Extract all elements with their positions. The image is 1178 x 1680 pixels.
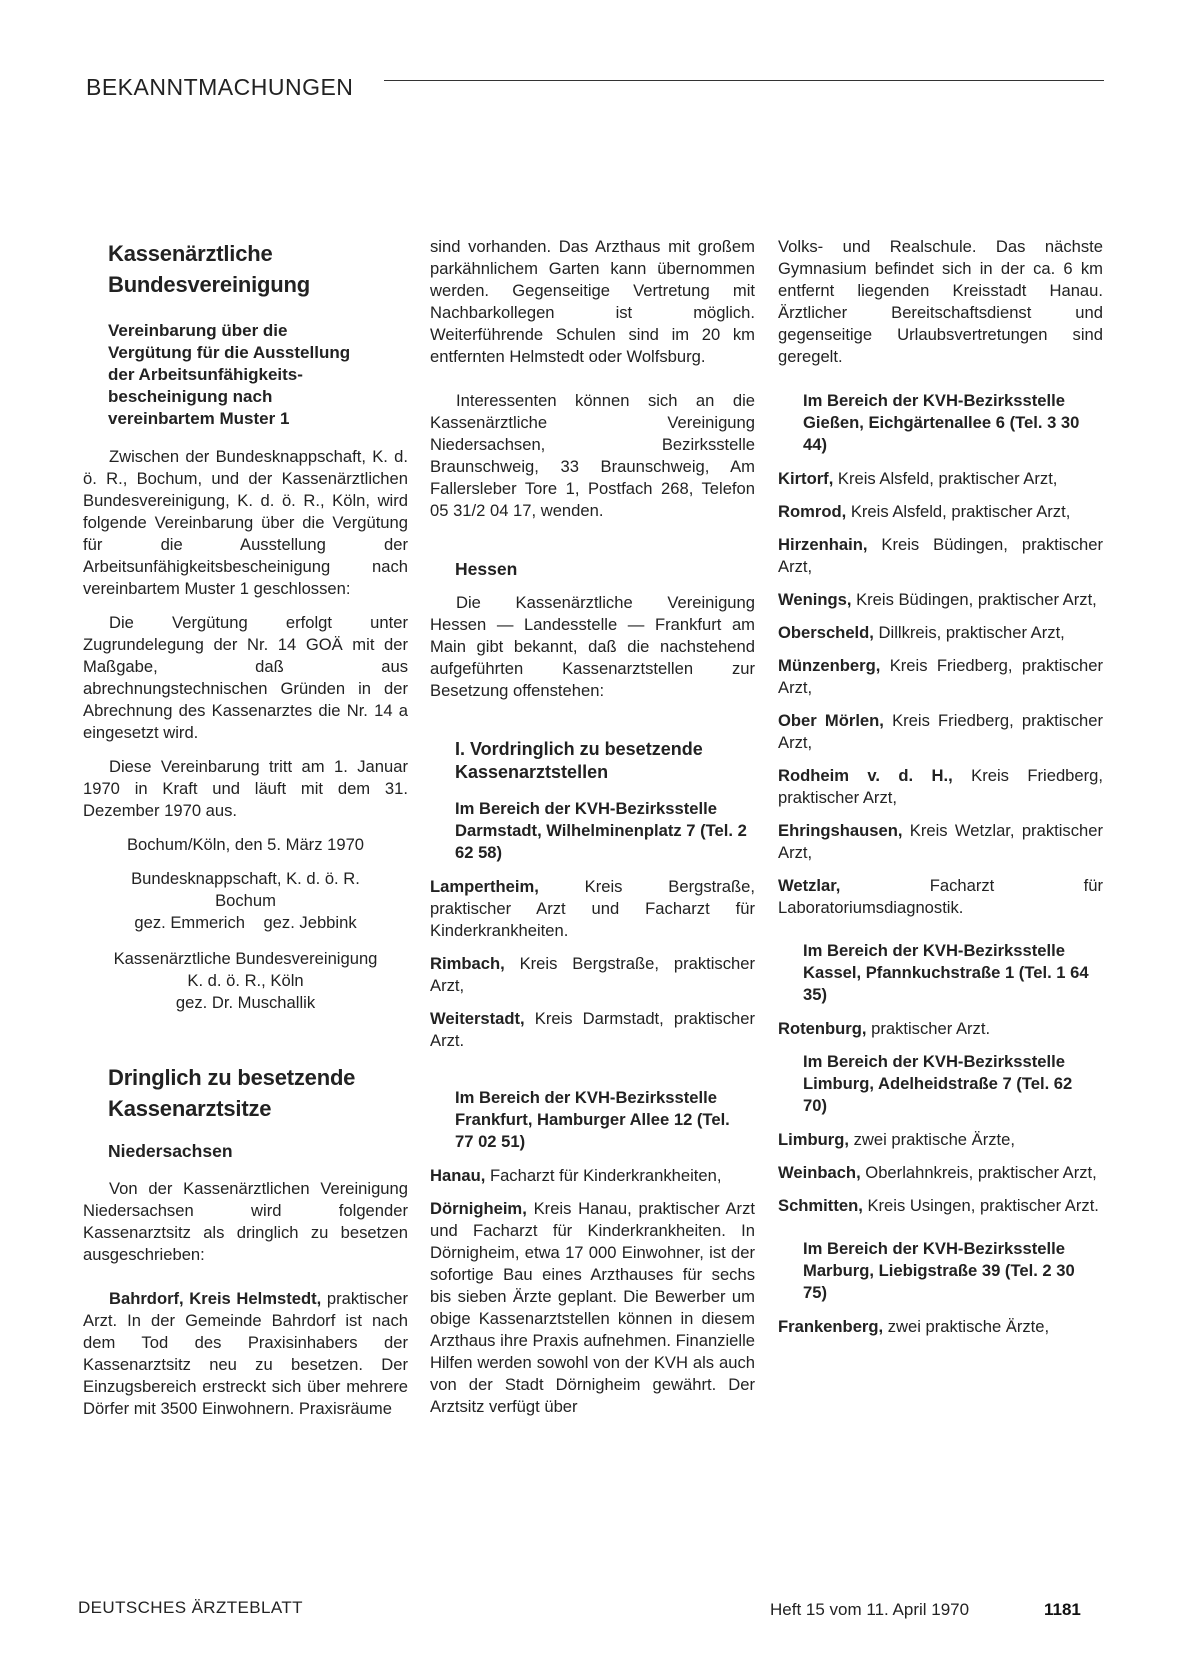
entry-frankenberg-name: Frankenberg, (778, 1317, 884, 1336)
entry-hanau-name: Hanau, (430, 1166, 486, 1185)
niedersachsen-intro: Von der Kassenärztlichen Vereinigung Niedersachsen wird folgender Kassenarztsitz als dringlich zu besetzen ausgeschrieben: (83, 1179, 408, 1264)
page-number: 1181 (1044, 1600, 1081, 1619)
signature-2-line-1: Kassenärztliche Bundesvereinigung (113, 949, 378, 968)
entry-weiterstadt (430, 1008, 755, 1052)
entry-rodheim (778, 765, 1103, 809)
entry-kirtorf-name: Kirtorf, (778, 469, 834, 488)
place-date: Bochum/Köln, den 5. März 1970 (126, 835, 365, 854)
agreement-paragraph-2: Die Vergütung erfolgt unter Zugrundelegung der Nr. 14 GOÄ mit der Maßgabe, daß aus abrechnungstechnischen Gründen in der Abrechnung des Kassenarztes die Nr. 14 a eingesetzt wird. (83, 613, 408, 742)
entry-ehringshausen-text: Kreis Wetzlar, praktischer Arzt, (778, 821, 1103, 862)
entry-lampertheim (430, 876, 755, 942)
entry-limburg (778, 1129, 1103, 1151)
entry-hirzenhain-name: Hirzenhain, (778, 535, 868, 554)
entry-wetzlar-text: Facharzt für Laboratoriumsdiagnostik. (778, 876, 1103, 917)
area-heading-marburg: Im Bereich der KVH-Bezirksstelle Marburg, Liebigstraße 39 (Tel. 2 30 75) (803, 1239, 1075, 1302)
entry-rimbach-text: Kreis Bergstraße, praktischer Arzt, (430, 954, 755, 995)
entry-wetzlar-name: Wetzlar, (778, 876, 841, 895)
entry-rimbach (430, 953, 755, 997)
signature-1-line-3: gez. Emmerich gez. Jebbink (134, 913, 357, 932)
entry-lampertheim-name: Lampertheim, (430, 877, 539, 896)
subtitle-line-3: der Arbeitsunfähigkeits- (108, 365, 303, 384)
agreement-paragraph-1: Zwischen der Bundesknappschaft, K. d. ö. R., Bochum, und der Kassenärztlichen Bundesvereinigung, K. d. ö. R., Köln, wird folgende Vereinbarung über die Vergütung für die Ausstellung der Arbeitsunfähigkeitsbescheinigung nach vereinbartem Muster 1 geschlossen: (83, 447, 408, 598)
entry-muenzenberg-name: Münzenberg, (778, 656, 881, 675)
area-heading-kassel: Im Bereich der KVH-Bezirksstelle Kassel, Pfannkuchstraße 1 (Tel. 1 64 35) (803, 941, 1089, 1004)
entry-rimbach-name: Rimbach, (430, 954, 505, 973)
entry-limburg-name: Limburg, (778, 1130, 849, 1149)
entry-frankenberg (778, 1316, 1103, 1338)
entry-doernigheim-text: Kreis Hanau, praktischer Arzt und Facharzt für Kinderkrankheiten. In Dörnigheim, etwa 17 000 Einwohner, ist der sofortige Bau eines Arzthauses für sechs bis sieben Ärzte geplant. Die Bewerber um obige Kassenarztstellen können in diesem Arzthaus ihre Praxis aufnehmen. Finanzielle Hilfen werden sowohl von der KVH als auch von der Stadt Dörnigheim gewährt. Der Arztsitz verfügt über (430, 1199, 755, 1416)
entry-muenzenberg (778, 655, 1103, 699)
entry-ehringshausen (778, 820, 1103, 864)
entry-wenings-text: Kreis Büdingen, praktischer Arzt, (851, 590, 1097, 609)
niedersachsen-contact: Interessenten können sich an die Kassenärztliche Vereinigung Niedersachsen, Bezirksstelle Braunschweig, 33 Braunschweig, Am Fallersleber Tore 1, Postfach 268, Telefon 05 31/2 04 17, wenden. (430, 391, 755, 520)
issue-info: Heft 15 vom 11. April 1970 (770, 1600, 970, 1619)
entry-rotenburg (778, 1018, 1103, 1040)
entry-schmitten-name: Schmitten, (778, 1196, 863, 1215)
entry-lampertheim-text: Kreis Bergstraße, praktischer Arzt und Facharzt für Kinderkrankheiten. (430, 877, 755, 940)
entry-ober-moerlen-name: Ober Mörlen, (778, 711, 884, 730)
journal-name: DEUTSCHES ÄRZTEBLATT (78, 1598, 303, 1617)
entry-romrod (778, 501, 1103, 523)
signature-2-line-3: gez. Dr. Muschallik (175, 993, 316, 1012)
entry-bahrdorf-name: Bahrdorf, Kreis Helmstedt, (109, 1289, 322, 1308)
area-heading-limburg: Im Bereich der KVH-Bezirksstelle Limburg, Adelheidstraße 7 (Tel. 62 70) (803, 1052, 1073, 1115)
subtitle-line-5: vereinbartem Muster 1 (108, 409, 290, 428)
entry-bahrdorf (83, 1288, 408, 1420)
area-heading-darmstadt: Im Bereich der KVH-Bezirksstelle Darmstadt, Wilhelminenplatz 7 (Tel. 2 62 58) (455, 799, 747, 862)
subtitle-line-4: bescheinigung nach (108, 387, 273, 406)
title-line-4: Kassenarztsitze (108, 1096, 272, 1121)
entry-kirtorf-text: Kreis Alsfeld, praktischer Arzt, (833, 469, 1058, 488)
entry-hirzenhain-text: Kreis Büdingen, praktischer Arzt, (778, 535, 1103, 576)
section-header: BEKANNTMACHUNGEN (86, 74, 354, 100)
entry-ehringshausen-name: Ehringshausen, (778, 821, 903, 840)
entry-doernigheim-name: Dörnigheim, (430, 1199, 527, 1218)
entry-hirzenhain (778, 534, 1103, 578)
doernigheim-continued: Volks- und Realschule. Das nächste Gymnasium befindet sich in der ca. 6 km entfernt liegenden Kreisstadt Hanau. Ärztlicher Bereitschaftsdienst und gegenseitige Urlaubsvertretungen sind geregelt. (778, 237, 1103, 366)
entry-rodheim-name: Rodheim v. d. H., (778, 766, 953, 785)
signature-block-2 (83, 948, 408, 1014)
entry-hanau (430, 1165, 755, 1187)
column-1 (83, 238, 408, 1432)
title-line-1: Kassenärztliche (108, 241, 273, 266)
entry-wenings-name: Wenings, (778, 590, 852, 609)
entry-weinbach (778, 1162, 1103, 1184)
entry-frankenberg-text: zwei praktische Ärzte, (883, 1317, 1050, 1336)
entry-schmitten-text: Kreis Usingen, praktischer Arzt. (862, 1196, 1099, 1215)
entry-ober-moerlen-text: Kreis Friedberg, praktischer Arzt, (778, 711, 1104, 752)
entry-limburg-text: zwei praktische Ärzte, (848, 1130, 1015, 1149)
column-2 (430, 236, 755, 1429)
entry-oberscheld-text: Dillkreis, praktischer Arzt, (873, 623, 1065, 642)
entry-bahrdorf-text: praktischer Arzt. In der Gemeinde Bahrdorf ist nach dem Tod des Praxisinhabers der Kassenarztsitz neu zu besetzen. Der Einzugsbereich erstreckt sich über mehrere Dörfer mit 3500 Einwohnern. Praxisräume (83, 1289, 408, 1418)
subtitle-line-2: Vergütung für die Ausstellung (108, 343, 351, 362)
signature-2-line-2: K. d. ö. R., Köln (187, 971, 304, 990)
area-heading-frankfurt: Im Bereich der KVH-Bezirksstelle Frankfurt, Hamburger Allee 12 (Tel. 77 02 51) (455, 1088, 730, 1151)
entry-romrod-name: Romrod, (778, 502, 847, 521)
article-title-dringlich (108, 1062, 408, 1124)
entry-wetzlar (778, 875, 1103, 919)
entry-oberscheld (778, 622, 1103, 644)
title-line-2: Bundesvereinigung (108, 272, 310, 297)
signature-1-line-1: Bundesknappschaft, K. d. ö. R. (131, 869, 360, 888)
entry-weiterstadt-text: Kreis Darmstadt, praktischer Arzt. (430, 1009, 755, 1050)
entry-kirtorf (778, 468, 1103, 490)
entry-ober-moerlen (778, 710, 1103, 754)
bahrdorf-continued: sind vorhanden. Das Arzthaus mit großem parkähnlichem Garten kann übernommen werden. Gegenseitige Vertretung mit Nachbarkollegen ist möglich. Weiterführende Schulen sind im 20 km entfernten Helmstedt oder Wolfsburg. (430, 237, 755, 366)
column-3 (778, 236, 1103, 1349)
agreement-subtitle (108, 320, 408, 430)
entry-doernigheim (430, 1198, 755, 1418)
title-line-3: Dringlich zu besetzende (108, 1065, 356, 1090)
entry-schmitten (778, 1195, 1103, 1217)
header-rule (384, 80, 1104, 81)
region-heading-niedersachsen: Niedersachsen (108, 1141, 233, 1161)
entry-rotenburg-text: praktischer Arzt. (866, 1019, 991, 1038)
section-heading-vordringlich: I. Vordringlich zu besetzende Kassenarztstellen (455, 739, 703, 782)
signature-block-1 (83, 868, 408, 934)
entry-weiterstadt-name: Weiterstadt, (430, 1009, 525, 1028)
entry-weinbach-text: Oberlahnkreis, praktischer Arzt, (860, 1163, 1097, 1182)
entry-wenings (778, 589, 1103, 611)
entry-hanau-text: Facharzt für Kinderkrankheiten, (485, 1166, 722, 1185)
agreement-paragraph-3: Diese Vereinbarung tritt am 1. Januar 1970 in Kraft und läuft mit dem 31. Dezember 1970 aus. (83, 757, 408, 820)
signature-1-line-2: Bochum (215, 891, 276, 910)
entry-rotenburg-name: Rotenburg, (778, 1019, 867, 1038)
entry-muenzenberg-text: Kreis Friedberg, praktischer Arzt, (778, 656, 1103, 697)
area-heading-giessen: Im Bereich der KVH-Bezirksstelle Gießen, Eichgärtenallee 6 (Tel. 3 30 44) (803, 391, 1080, 454)
entry-rodheim-text: Kreis Friedberg, praktischer Arzt, (778, 766, 1104, 807)
region-heading-hessen: Hessen (455, 559, 518, 579)
entry-romrod-text: Kreis Alsfeld, praktischer Arzt, (846, 502, 1071, 521)
article-title-kbv (108, 238, 408, 300)
entry-weinbach-name: Weinbach, (778, 1163, 861, 1182)
entry-oberscheld-name: Oberscheld, (778, 623, 874, 642)
hessen-intro: Die Kassenärztliche Vereinigung Hessen — Landesstelle — Frankfurt am Main gibt bekannt, daß die nachstehend aufgeführten Kassenarztstellen zur Besetzung offenstehen: (430, 593, 755, 700)
subtitle-line-1: Vereinbarung über die (108, 321, 288, 340)
